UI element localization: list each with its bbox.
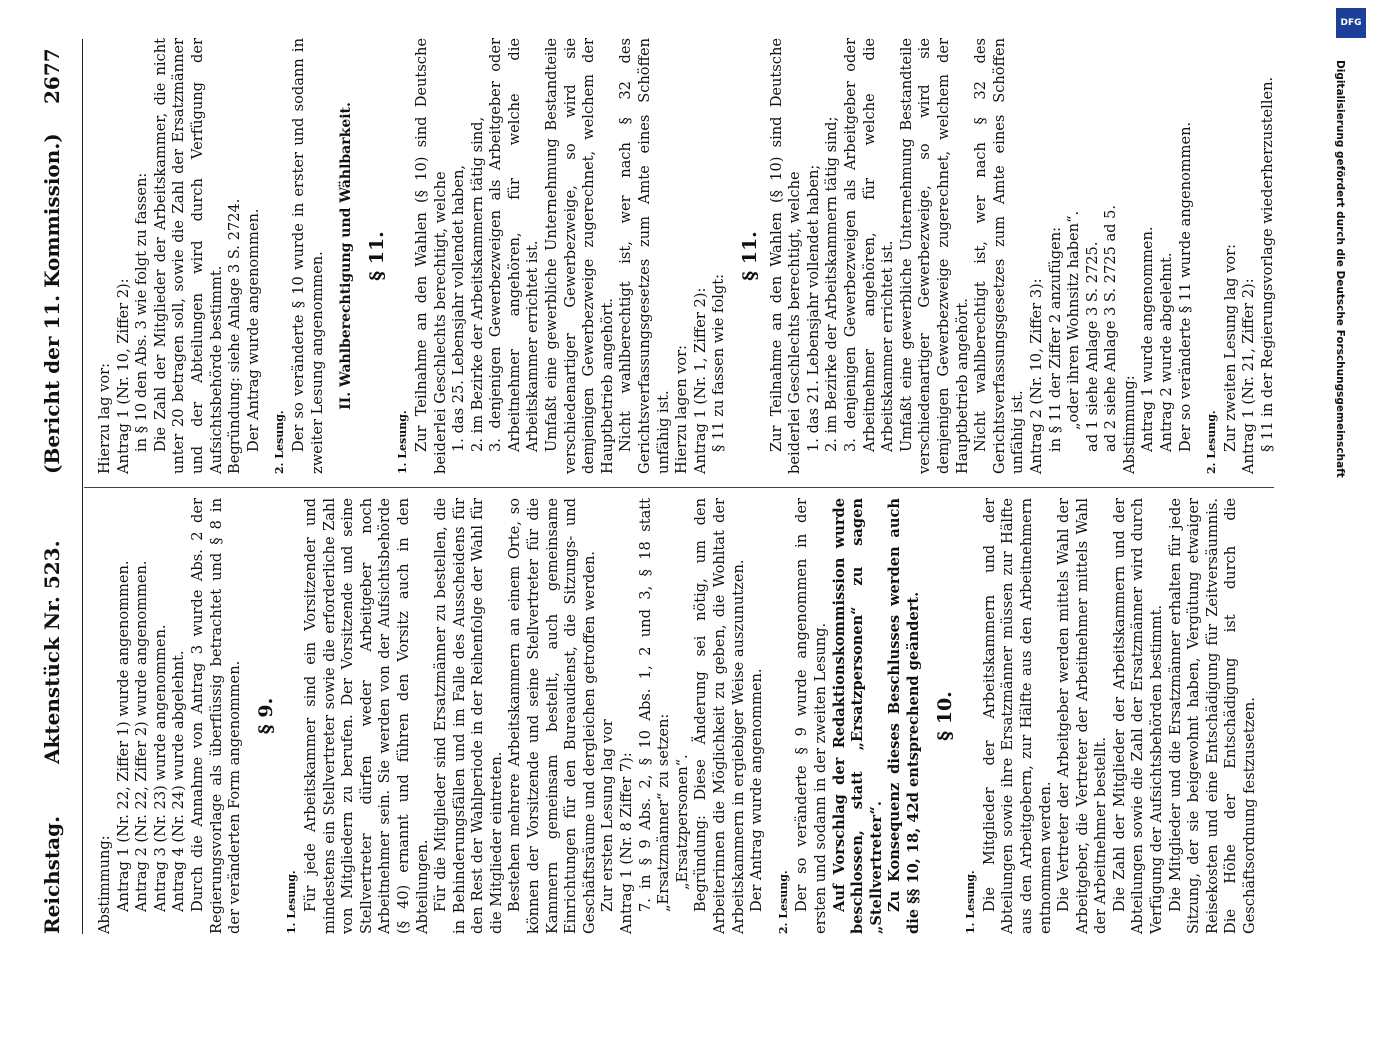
paragraph: Antrag 1 (Nr. 21, Ziffer 2):	[1240, 278, 1258, 474]
paragraph: Zur Teilnahme an den Wahlen (§ 10) sind Deutsche beiderlei Geschlechts berechtigt, welche	[412, 38, 449, 474]
paragraph: Hierzu lagen vor:	[673, 344, 691, 474]
paragraph: Hierzu lag vor:	[96, 362, 113, 474]
reading-label: 1. Lesung.	[964, 870, 978, 934]
section-heading: § 9.	[254, 697, 277, 735]
paragraph: Antrag 1 (Nr. 8 Ziffer 7):	[618, 752, 636, 934]
reading-label: 2. Lesung.	[273, 410, 287, 474]
paragraph: Die Vertreter der Arbeitgeber werden mittels Wahl der Arbeitgeber, die Vertreter der Arbeitnehmer mittels Wahl der Arbeitnehmer bestellt.	[1055, 498, 1110, 934]
column-divider	[84, 487, 1274, 488]
paragraph: Antrag 1 (Nr. 22, Ziffer 1) wurde angenommen.	[114, 560, 132, 912]
paragraph: Der Antrag wurde angenommen.	[244, 208, 262, 452]
paragraph: Nicht wahlberechtigt ist, wer nach § 32 des Gerichtsverfassungsgesetzes zum Amte eines Schöffen unfähig ist.	[972, 38, 1027, 474]
section-heading: § 10.	[933, 691, 956, 741]
page-header	[40, 39, 76, 934]
section-heading: § 11.	[739, 231, 761, 281]
paragraph: 2. im Bezirke der Arbeitskammern tätig sind,	[468, 116, 486, 452]
reading-label: 1. Lesung.	[285, 870, 299, 934]
paragraph: Nicht wahlberechtigt ist, wer nach § 32 des Gerichtsverfassungsgesetzes zum Amte eines Schöffen unfähig ist.	[617, 38, 672, 474]
paragraph: Begründung: Diese Änderung sei nötig, um den Arbeiterinnen die Möglichkeit zu geben, die Wohltat der Arbeitskammern in ergiebiger Weise auszunutzen.	[692, 498, 747, 934]
paragraph: 3. denjenigen Gewerbezweigen als Arbeitgeber oder Arbeitnehmer angehören, für welche die Arbeitskammer errichtet ist.	[841, 38, 897, 452]
paragraph: Antrag 1 wurde angenommen.	[1139, 226, 1157, 452]
paragraph: Antrag 1 (Nr. 1, Ziffer 2):	[691, 287, 709, 474]
digitization-note: Digitalisierung gefördert durch die Deutsche Forschungsgemeinschaft	[1334, 60, 1346, 478]
paragraph: Die Zahl der Mitglieder der Arbeitskammer, die nicht unter 20 betragen soll, sowie die Zahl der Ersatzmänner und der Abteilungen wird durch Verfügung der Aufsichtsbehörde bestimmt.	[151, 38, 225, 474]
paragraph: 7. in § 9 Abs. 2, § 10 Abs. 1, 2 und 3, § 18 statt „Ersatzmänner“ zu setzen:	[636, 498, 673, 912]
paragraph: Antrag 2 (Nr. 22, Ziffer 2) wurde angenommen.	[133, 560, 151, 912]
paragraph: Der so veränderte § 9 wurde angenommen in der ersten und sodann in der zweiten Lesung.	[793, 498, 829, 934]
paragraph: Für die Mitglieder sind Ersatzmänner zu bestellen, die in Behinderungsfällen und im Falle des Ausscheidens für den Rest der Wahlperiode in der Reihenfolge der Wahl für die Mitglieder eintreten.	[432, 498, 505, 934]
paragraph: ad 2 siehe Anlage 3 S. 2725 ad 5.	[1102, 204, 1120, 452]
paragraph: in § 10 den Abs. 3 wie folgt zu fassen:	[133, 172, 151, 452]
left-column	[96, 498, 1260, 934]
paragraph: in § 11 der Ziffer 2 anzufügen:	[1046, 226, 1064, 452]
paragraph: ad 1 siehe Anlage 3 S. 2725.	[1083, 241, 1101, 452]
header-rule	[82, 39, 83, 934]
paragraph: 1. das 25. Lebensjahr vollendet haben,	[450, 164, 468, 452]
header-right: (Bericht der 11. Kommission.)	[40, 133, 64, 474]
paragraph: 2. im Bezirke der Arbeitskammern tätig sind;	[823, 116, 841, 452]
paragraph: Durch die Annahme von Antrag 3 wurde Abs. 2 der Regierungsvorlage als überflüssig betrachtet und § 8 in der veränderten Form angenommen.	[188, 498, 244, 934]
header-left: Reichstag.	[40, 815, 64, 934]
dfg-logo: DFG	[1336, 8, 1366, 38]
paragraph: Antrag 2 (Nr. 10, Ziffer 3):	[1027, 278, 1045, 474]
page-number: 2677	[40, 48, 64, 104]
paragraph: Zur ersten Lesung lag vor	[599, 719, 617, 912]
paragraph: Antrag 2 wurde abgelehnt.	[1158, 252, 1176, 452]
paragraph: Umfaßt eine gewerbliche Unternehmung Bestandteile verschiedenartiger Gewerbezweige, so wird sie demjenigen Gewerbezweige zugerechnet, welchem der Hauptbetrieb angehört.	[543, 38, 616, 474]
paragraph: „Ersatzpersonen“.	[673, 754, 691, 890]
paragraph: Der so veränderte § 11 wurde angenommen.	[1176, 121, 1194, 452]
reading-label: 2. Lesung.	[1205, 410, 1219, 474]
paragraph: Für jede Arbeitskammer sind ein Vorsitzender und mindestens ein Stellvertreter sowie die erforderliche Zahl von Mitgliedern zu berufen. Der Vorsitzende und seine Stellvertreter dürfen weder Arbeitgeber noch Arbeitnehmer sein. Sie werden von der Aufsichtsbehörde (§ 40) ernannt und führen den Vorsitz auch in den Abteilungen.	[301, 498, 431, 934]
paragraph: Abstimmung:	[96, 835, 113, 934]
paragraph: Zur zweiten Lesung lag vor:	[1221, 243, 1239, 452]
reading-label: 2. Lesung.	[776, 870, 790, 934]
paragraph: Umfaßt eine gewerbliche Unternehmung Bestandteile verschiedenartiger Gewerbezweige, so wird sie demjenigen Gewerbezweige zugerechnet, welchem der Hauptbetrieb angehört.	[897, 38, 971, 474]
paragraph: Bestehen mehrere Arbeitskammern an einem Orte, so können der Vorsitzende und seine Stellvertreter für die Kammern gemeinsam bestellt, auch gemeinsame Einrichtungen für den Bureaudienst, die Sitzungs- und Geschäftsräume und dergleichen getroffen werden.	[506, 498, 598, 934]
paragraph: Der Antrag wurde angenommen.	[748, 668, 766, 912]
bold-paragraph: Auf Vorschlag der Redaktionskommission wurde beschlossen, statt „Ersatzpersonen“ zu sagen „Stellvertreter“.	[830, 498, 885, 934]
paragraph: § 11 in der Regierungsvorlage wiederherzustellen.	[1259, 76, 1277, 452]
bold-paragraph: Zu Konsequenz dieses Beschlusses werden auch die §§ 10, 18, 42d entsprechend geändert.	[886, 498, 922, 934]
paragraph: Begründung: siehe Anlage 3 S. 2724.	[226, 198, 244, 474]
paragraph: Antrag 3 (Nr. 23) wurde angenommen.	[151, 624, 169, 912]
paragraph: Abstimmung:	[1120, 375, 1138, 474]
paragraph: Antrag 1 (Nr. 10, Ziffer 2):	[114, 278, 132, 474]
paragraph: Die Mitglieder der Arbeitskammern und der Abteilungen sowie ihre Ersatzmänner müssen zur Hälfte aus den Arbeitgebern, zur Hälfte aus den Arbeitnehmern entnommen werden.	[980, 498, 1054, 934]
paragraph: Die Zahl der Mitglieder der Arbeitskammern und der Abteilungen sowie die Zahl der Ersatzmänner wird durch Verfügung der Aufsichtsbehörden bestimmt.	[1110, 498, 1166, 934]
paragraph: Zur Teilnahme an den Wahlen (§ 10) sind Deutsche beiderlei Geschlechts berechtigt, welche	[767, 38, 804, 474]
header-center: Aktenstück Nr. 523.	[40, 540, 64, 764]
paragraph: 1. das 21. Lebensjahr vollendet haben;	[804, 164, 822, 452]
paragraph: 3. denjenigen Gewerbezweigen als Arbeitgeber oder Arbeitnehmer angehören, für welche die Arbeitskammer errichtet ist.	[487, 38, 542, 452]
paragraph: „oder ihren Wohnsitz haben“.	[1065, 210, 1083, 430]
section-heading: § 11.	[365, 231, 388, 281]
right-column	[96, 38, 1278, 474]
subheading: II. Wahlberechtigung und Wählbarkeit.	[338, 102, 355, 410]
paragraph: § 11 zu fassen wie folgt:	[710, 273, 728, 452]
paragraph: Der so veränderte § 10 wurde in erster und sodann in zweiter Lesung angenommen.	[289, 38, 326, 474]
paragraph: Die Mitglieder und die Ersatzmänner erhalten für jede Sitzung, der sie beigewohnt haben, Vergütung etwaiger Reisekosten und eine Entschädigung für Zeitversäumnis. Die Höhe der Entschädigung ist durch die Geschäftsordnung festzusetzen.	[1166, 498, 1259, 934]
reading-label: 1. Lesung.	[396, 410, 410, 474]
paragraph: Antrag 4 (Nr. 24) wurde abgelehnt.	[170, 650, 188, 912]
